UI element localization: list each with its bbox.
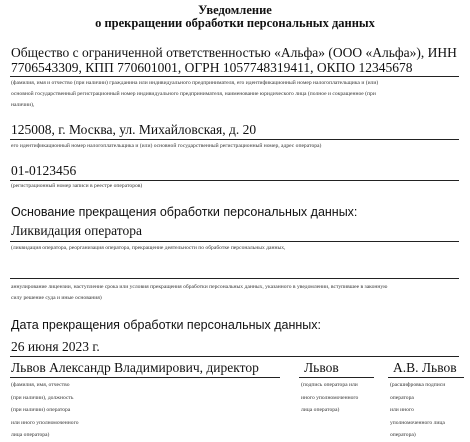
initials-hint-line: или иного (390, 407, 414, 413)
operator-name-underline (10, 76, 459, 77)
operator-address: 125008, г. Москва, ул. Михайловская, д. 20 (11, 122, 257, 137)
registration-number-hint: (регистрационный номер записи в реестре операторов) (11, 183, 143, 189)
signatory-hint-line: (при наличии) оператора (11, 407, 71, 413)
initials-hint-line: (расшифровка подписи (390, 382, 446, 388)
signatory-hint-line: (при наличии), должность (11, 394, 74, 401)
operator-name-line2: 7706543309, КПП 770601001, ОГРН 1057748319411, ОКПО 12345678 (11, 60, 413, 75)
document-title: Уведомление (198, 3, 272, 17)
signature: Львов (304, 360, 339, 375)
signature-hint (301, 379, 358, 417)
termination-date-label: Дата прекращения обработки персональных данных: (11, 318, 321, 332)
termination-basis-value: Ликвидация оператора (11, 223, 143, 238)
termination-date-underline (10, 356, 459, 357)
signature-hint-line: (подпись оператора или (301, 382, 358, 388)
termination-basis-hint-2: аннулирование лицензии, наступление срока или условия прекращения обработки персональных данных, указанного в уведомлении, вступившее в законную (11, 284, 388, 290)
signatory-hint-line: или иного уполномоченного (11, 419, 79, 426)
termination-date-value: 26 июня 2023 г. (11, 339, 100, 354)
termination-basis-second-underline (10, 278, 459, 279)
operator-address-hint: его идентификационный номер налогоплательщика и (или) основной государственный регистрационный номер, адрес оператора) (11, 143, 322, 149)
signatory-hint-line: (фамилия, имя, отчество (11, 382, 70, 388)
document-subtitle: о прекращении обработки персональных данных (95, 16, 375, 30)
initials-hint-line: уполномоченного лица (390, 419, 445, 426)
termination-basis-hint-1: (ликвидация оператора, реорганизация оператора, прекращение деятельности по обработке персональных данных, (11, 245, 286, 251)
initials-hint-line: оператора (390, 394, 414, 401)
signatory-name-underline (10, 377, 280, 378)
initials-hint (390, 379, 445, 442)
signature-underline (299, 377, 374, 378)
signature-initials: А.В. Львов (393, 360, 457, 375)
operator-address-underline (10, 139, 459, 140)
termination-basis-hint-3: силу решение суда и иные основания) (11, 295, 102, 301)
signatory-name: Львов Александр Владимирович, директор (11, 360, 259, 375)
termination-basis-underline (10, 241, 459, 242)
signature-hint-line: иного уполномоченного (301, 394, 359, 401)
operator-name-hint-3: наличии), (11, 102, 35, 108)
signatory-hint (11, 379, 79, 442)
signatory-hint-line: лица оператора) (11, 432, 50, 438)
termination-basis-label: Основание прекращения обработки персональных данных: (11, 205, 358, 219)
registration-number: 01-0123456 (11, 163, 77, 178)
operator-name-line1: Общество с ограниченной ответственностью «Альфа» (ООО «Альфа»), ИНН (11, 45, 457, 60)
operator-name-hint-1: (фамилия, имя и отчество (при наличии) гражданина или индивидуального предпринимателя, его идентификационный номер налогоплательщика и (или) (11, 80, 379, 86)
signature-hint-line: лица оператора) (301, 407, 340, 413)
initials-underline (388, 377, 464, 378)
initials-hint-line: оператора) (390, 432, 416, 438)
operator-name-hint-2: основной государственный регистрационный номер индивидуального предпринимателя, наименование юридического лица (полное и сокращенное (при (11, 91, 376, 97)
